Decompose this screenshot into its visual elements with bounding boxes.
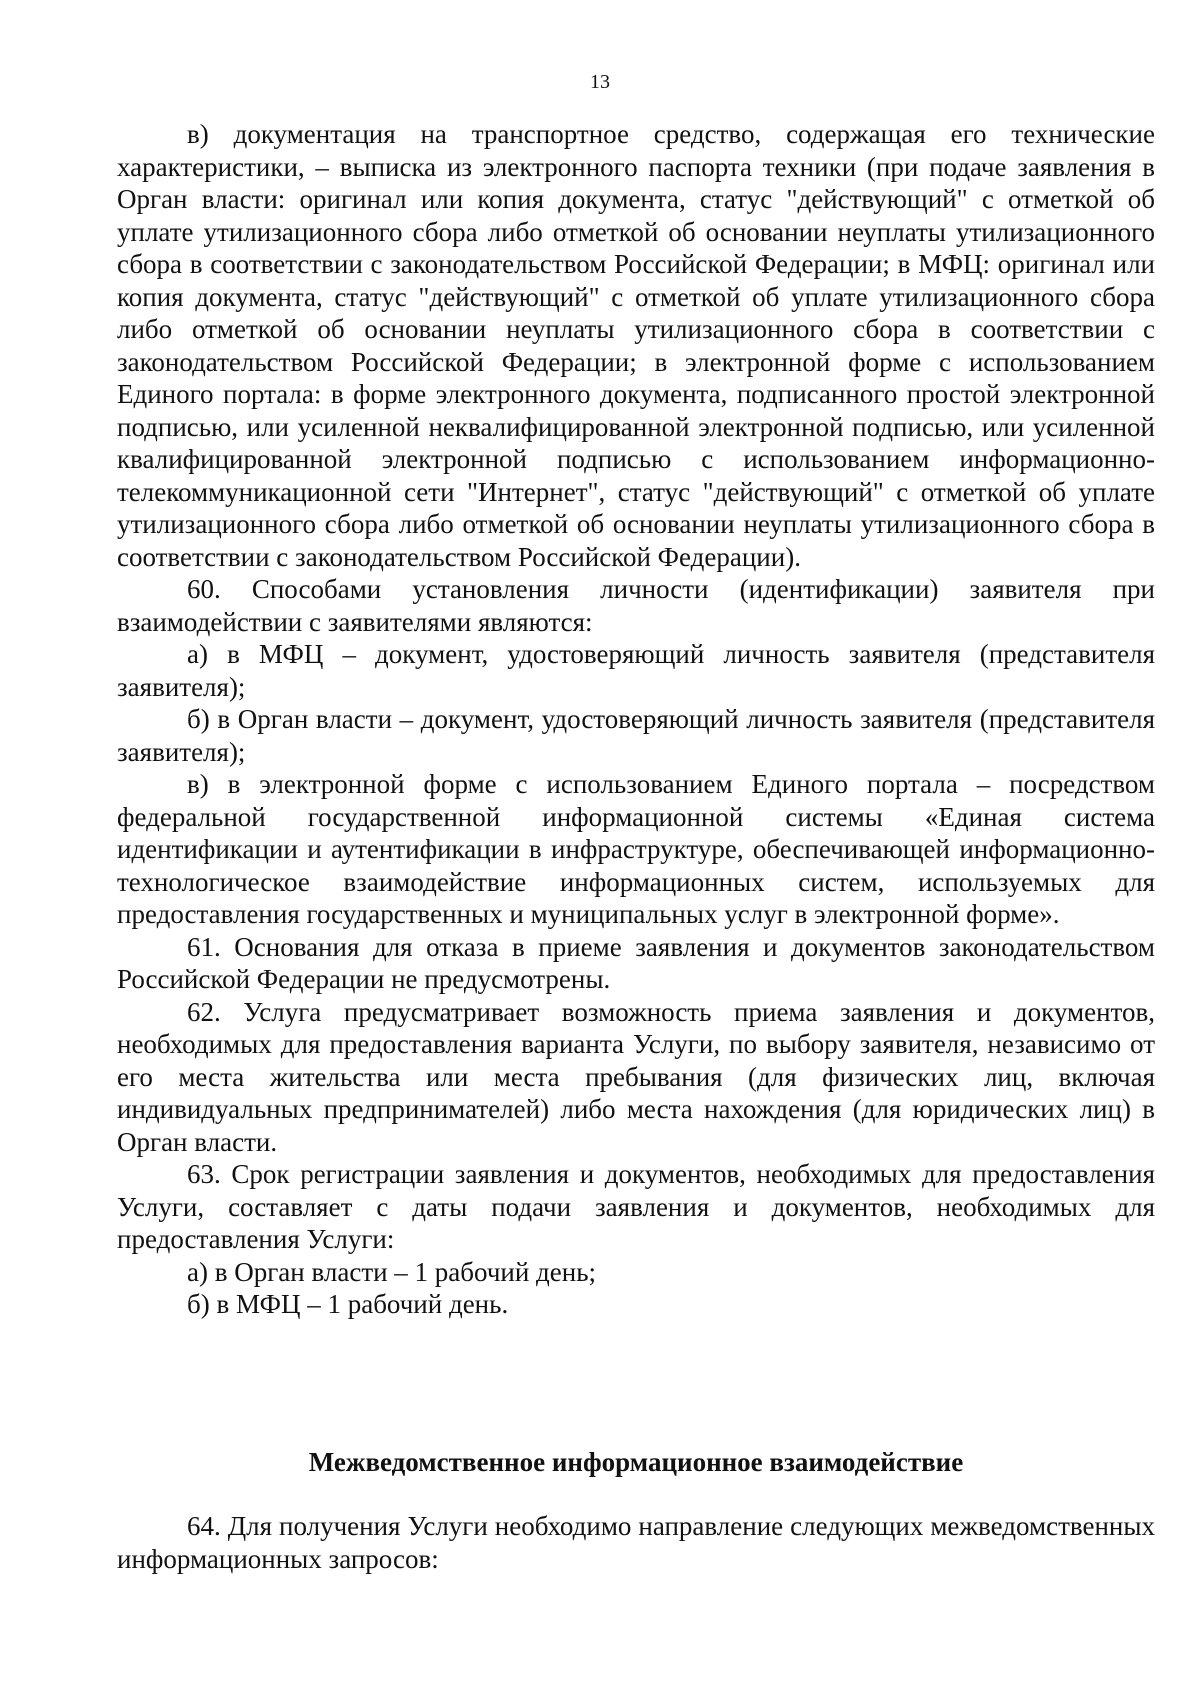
paragraph-60: 60. Способами установления личности (идентификации) заявителя при взаимодействии с заявителями являются:	[117, 574, 1155, 637]
paragraph-63: 63. Срок регистрации заявления и документов, необходимых для предоставления Услуги, составляет с даты подачи заявления и документов, необходимых для предоставления Услуги:	[117, 1159, 1155, 1254]
document-body	[117, 118, 1155, 1321]
paragraph-63b: б) в МФЦ – 1 рабочий день.	[187, 1289, 509, 1319]
paragraph-61: 61. Основания для отказа в приеме заявления и документов законодательством Российской Федерации не предусмотрены.	[117, 931, 1155, 994]
paragraph-60a: а) в МФЦ – документ, удостоверяющий личность заявителя (представителя заявителя);	[117, 639, 1155, 702]
paragraph-63a: а) в Орган власти – 1 рабочий день;	[187, 1256, 597, 1287]
paragraph-64: 64. Для получения Услуги необходимо направление следующих межведомственных информационных запросов:	[117, 1511, 1155, 1574]
page-number: 13	[590, 71, 610, 93]
paragraph-62: 62. Услуга предусматривает возможность приема заявления и документов, необходимых для предоставления варианта Услуги, по выбору заявителя, независимо от его места жительства или места пребывания (для физических лиц, включая индивидуальных предпринимателей) либо места нахождения (для юридических лиц) в Орган власти.	[117, 996, 1155, 1157]
paragraph-60b: б) в Орган власти – документ, удостоверяющий личность заявителя (представителя заявителя);	[117, 704, 1155, 767]
paragraph-60v: в) в электронной форме с использованием Единого портала – посредством федеральной государственной информационной системы «Единая система идентификации и аутентификации в инфраструктуре, обеспечивающей информационно-технологическое взаимодействие информационных систем, используемых для предоставления государственных и муниципальных услуг в электронной форме».	[117, 769, 1155, 929]
paragraph-59v: в) документация на транспортное средство, содержащая его технические характеристики, – выписка из электронного паспорта техники (при подаче заявления в Орган власти: оригинал или копия документа, статус "действующий" с отметкой об уплате утилизационного сбора либо отметкой об основании неуплаты утилизационного сбора в соответствии с законодательством Российской Федерации; в МФЦ: оригинал или копия документа, статус "действующий" с отметкой об уплате утилизационного сбора либо отметкой об основании неуплаты утилизационного сбора в соответствии с законодательством Российской Федерации; в электронной форме с использованием Единого портала: в форме электронного документа, подписанного простой электронной подписью, или усиленной неквалифицированной электронной подписью, или усиленной квалифицированной электронной подписью с использованием информационно-телекоммуникационной сети "Интернет", статус "действующий" с отметкой об уплате утилизационного сбора либо отметкой об основании неуплаты утилизационного сбора в соответствии с законодательством Российской Федерации).	[117, 119, 1155, 572]
section-heading: Межведомственное информационное взаимодействие	[308, 1447, 964, 1477]
document-body-continued	[117, 1510, 1155, 1575]
